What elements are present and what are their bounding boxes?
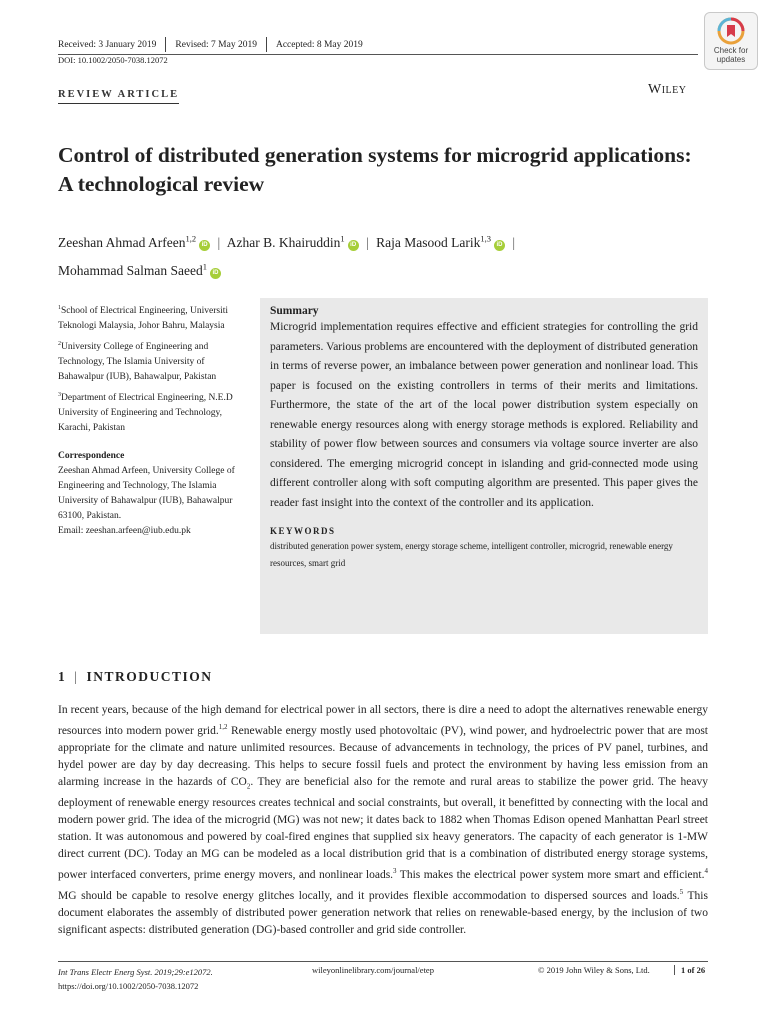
website-link[interactable]: wileyonlinelibrary.com/journal/etep xyxy=(312,965,434,975)
summary-heading: Summary xyxy=(270,305,319,317)
body-paragraph: In recent years, because of the high demand for electrical power in all sectors, there is dire a need to adopt the alternatives renewable energy resources into modern power grid.$^{1,2}$ Renewable energy mostly used photovoltaic (PV), wind power, and hydroelectric power that are most appropriate for the climate and nature unlimited resources. Because of advancements in technology, the prices of PV panel, turbines, and hydel power are day by day decreasing. This helps to secure fossil fuels and protect the environment by having less emission from an alarming increase in the hazards of $CO_2$. They are beneficial also for the remote and rural areas to stabilize the power grid. The heavy deployment of renewable energy resources creates technical and social constraints, but overall, it benefitted by connecting with the local and modern power grid. The idea of the microgrid (MG) was not new; it dates back to 1882 when Thomas Edison opened Manhattan Pearl street station. It was autonomous and powered by coal-fired engines that supplied six heavy generators. The capacity of each generator is 1-MW direct current (DC). Today an MG can be modeled as a local distribution grid that is a combination of distributed energy storage systems, power interfaced converters, prime energy movers, and nonlinear loads.$^3$ This makes the electrical power system more smart and efficient.$^4$ MG should be capable to resolve energy glitches locally, and it provides flexible accommodation to dispersed sources and loads.$^5$ This document elaborates the assembly of distributed power generation network that relies on renewable-based energy, by the inclusion of two significant aspects: distributed generation (DG)-based controller and grid side controller. xyxy=(58,704,708,936)
publisher-logo: Wiley xyxy=(648,82,687,97)
journal-citation: Int Trans Electr Energ Syst. 2019;29:e12072. xyxy=(58,967,213,977)
copyright: © 2019 John Wiley & Sons, Ltd. xyxy=(538,965,650,975)
citation-link[interactable]: 1,2 xyxy=(218,723,228,731)
correspondence-text: Zeeshan Ahmad Arfeen, University College of Engineering and Technology, The Islamia University of Bahawalpur (IUB), Bahawalpur 63100, Pakistan. xyxy=(58,466,235,522)
citation-link[interactable]: 5 xyxy=(679,887,684,896)
doi: DOI: 10.1002/2050-7038.12072 xyxy=(58,55,168,65)
check-for-updates-icon xyxy=(717,17,745,45)
summary-box xyxy=(260,298,708,634)
received-date: Received: 3 January 2019 xyxy=(58,39,157,50)
check-for-updates-label: Check for updates xyxy=(713,46,749,64)
page-number: 1 of 26 xyxy=(674,965,705,975)
author[interactable]: Zeeshan Ahmad Arfeen$^{1,2}$ xyxy=(58,233,197,250)
section-heading: 1 | INTRODUCTION xyxy=(58,669,213,684)
footer-journal xyxy=(58,965,213,993)
correspondence-heading: Correspondence xyxy=(58,451,125,462)
accepted-date: Accepted: 8 May 2019 xyxy=(275,39,363,50)
affiliations xyxy=(58,301,246,539)
orcid-icon[interactable]: iD xyxy=(210,268,221,279)
citation-link[interactable]: 3 xyxy=(393,867,397,876)
paper-title: Control of distributed generation systems for microgrid applications: A technological review xyxy=(58,143,692,196)
orcid-icon[interactable]: iD xyxy=(348,240,359,251)
affiliation: $^1$School of Electrical Engineering, Universiti Teknologi Malaysia, Johor Bahru, Malaysia xyxy=(58,305,228,332)
check-for-updates-button[interactable] xyxy=(704,12,758,70)
author[interactable]: Azhar B. Khairuddin$^1$ xyxy=(226,233,345,250)
doi-link[interactable]: https://doi.org/10.1002/2050-7038.12072 xyxy=(58,981,199,991)
keywords-heading: KEYWORDS xyxy=(270,526,336,536)
citation-link[interactable]: 4 xyxy=(704,867,708,876)
affiliation: $^2$University College of Engineering and Technology, The Islamia University of Bahawalpur (IUB), Bahawalpur, Pakistan xyxy=(58,341,217,383)
correspondence-email[interactable]: Email: zeeshan.arfeen@iub.edu.pk xyxy=(58,526,191,537)
orcid-icon[interactable]: iD xyxy=(199,240,210,251)
affiliation: $^3$Department of Electrical Engineering, N.E.D University of Engineering and Technology, Karachi, Pakistan xyxy=(58,392,233,434)
section-number: 1 xyxy=(58,669,67,684)
article-type: REVIEW ARTICLE xyxy=(58,89,179,104)
article-dates xyxy=(58,37,372,52)
section-title: INTRODUCTION xyxy=(86,669,213,684)
author[interactable]: Raja Masood Larik$^{1,3}$ xyxy=(376,233,491,250)
footer-rule xyxy=(58,961,708,962)
orcid-icon[interactable]: iD xyxy=(494,240,505,251)
summary-text: Microgrid implementation requires effective and efficient strategies for controlling the grid parameters. Various problems are encountered with the deployment of distributed generation in terms of reverse power, an imbalance between power generation and nonlinear load. This paper is focused on the existing controllers in terms of their merits and limitations. Furthermore, the state of the art of the local power distribution system especially on renewable energy resources along with energy storage methods is explored. Reliability and stability of power flow between sources and consumers via voltage source inverter are also considered. The emerging microgrid concept in islanding and grid-connected mode using different controller along with soft computing algorithm are presented. This paper gives the reader fast insight into the context of the controller and its application. xyxy=(270,321,698,509)
author-list: Zeeshan Ahmad Arfeen$^{1,2}$iD | Azhar B. Khairuddin$^1$iD | Raja Masood Larik$^{1,3}$iD | Mohammad Salman Saeed$^1$iD xyxy=(58,233,516,278)
revised-date: Revised: 7 May 2019 xyxy=(175,39,257,50)
author[interactable]: Mohammad Salman Saeed$^1$ xyxy=(58,261,207,278)
keywords-text: distributed generation power system, energy storage scheme, intelligent controller, microgrid, renewable energy resources, smart grid xyxy=(270,541,673,568)
